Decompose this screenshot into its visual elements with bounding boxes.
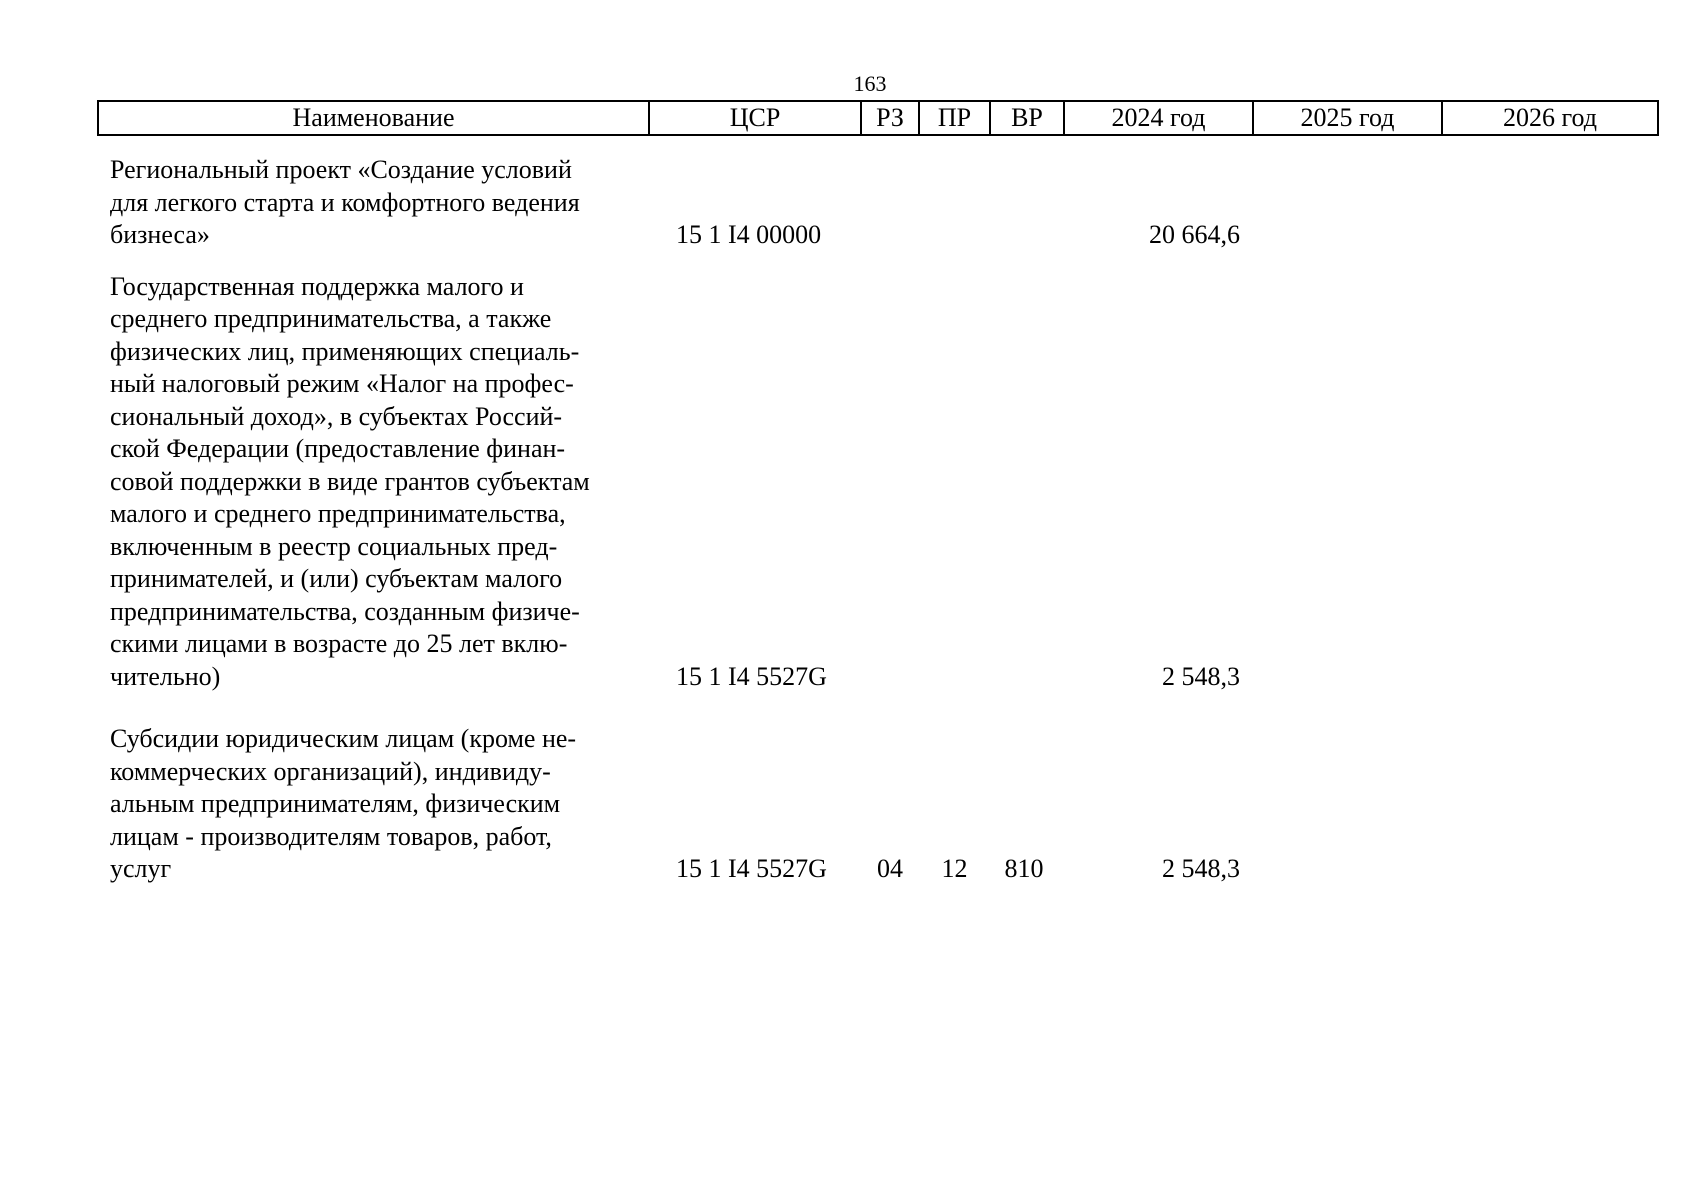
table-row xyxy=(98,252,1658,694)
table-row xyxy=(98,693,1658,886)
name-line: сиональный доход», в субъектах Россий- xyxy=(110,401,563,431)
budget-table xyxy=(97,100,1659,886)
row-name xyxy=(98,693,649,886)
row-name xyxy=(98,135,649,252)
name-line: Региональный проект «Создание условий xyxy=(110,155,572,184)
row-2026 xyxy=(1442,135,1658,252)
row-vr xyxy=(990,252,1064,694)
name-line: услуг xyxy=(110,854,172,883)
row-vr: 810 xyxy=(1004,854,1044,883)
header-vr: ВР xyxy=(990,101,1064,135)
name-line: ный налоговый режим «Налог на профес- xyxy=(110,369,574,398)
name-line: бизнеса» xyxy=(110,220,210,249)
row-pr xyxy=(919,135,990,252)
row-2025 xyxy=(1253,252,1442,694)
name-line: совой поддержки в виде грантов субъектам xyxy=(110,466,590,496)
name-line: коммерческих организаций), индивиду- xyxy=(110,756,551,786)
header-rz: РЗ xyxy=(861,101,919,135)
row-2025 xyxy=(1253,135,1442,252)
header-name: Наименование xyxy=(98,101,649,135)
name-line: для легкого старта и комфортного ведения xyxy=(110,187,580,217)
name-line: Государственная поддержка малого и xyxy=(110,271,524,301)
row-rz xyxy=(861,135,919,252)
header-2026: 2026 год xyxy=(1442,101,1658,135)
header-2024: 2024 год xyxy=(1064,101,1253,135)
row-csr: 15 1 I4 5527G xyxy=(676,661,827,691)
row-csr: 15 1 I4 5527G xyxy=(676,854,827,883)
header-2025: 2025 год xyxy=(1253,101,1442,135)
table-header xyxy=(98,101,1658,135)
name-line: физических лиц, применяющих специаль- xyxy=(110,336,580,366)
row-2026 xyxy=(1442,693,1658,886)
name-line: чительно) xyxy=(110,661,221,691)
name-line: принимателей, и (или) субъектам малого xyxy=(110,564,563,593)
table-row xyxy=(98,135,1658,252)
name-line: малого и среднего предпринимательства, xyxy=(110,499,566,528)
page-number: 163 xyxy=(853,71,887,96)
row-name xyxy=(98,252,649,694)
row-rz: 04 xyxy=(877,854,903,883)
name-line: Субсидии юридическим лицам (кроме не- xyxy=(110,724,577,753)
name-line: альным предпринимателям, физическим xyxy=(110,789,561,818)
name-line: лицам - производителям товаров, работ, xyxy=(110,821,552,851)
row-pr: 12 xyxy=(941,854,968,883)
table-body xyxy=(98,135,1658,886)
row-vr xyxy=(990,135,1064,252)
name-line: ской Федерации (предоставление финан- xyxy=(110,434,566,463)
name-line: скими лицами в возрасте до 25 лет вклю- xyxy=(110,629,568,658)
row-csr: 15 1 I4 00000 xyxy=(676,220,822,249)
row-2024: 20 664,6 xyxy=(1149,220,1240,249)
header-row xyxy=(98,101,1658,135)
row-2024: 2 548,3 xyxy=(1162,661,1240,691)
name-line: предпринимательства, созданным физиче- xyxy=(110,596,580,626)
row-rz xyxy=(861,252,919,694)
row-pr xyxy=(919,252,990,694)
name-line: среднего предпринимательства, а также xyxy=(110,304,552,333)
header-pr: ПР xyxy=(919,101,990,135)
name-line: включенным в реестр социальных пред- xyxy=(110,531,558,561)
header-csr: ЦСР xyxy=(649,101,861,135)
row-2025 xyxy=(1253,693,1442,886)
row-2024: 2 548,3 xyxy=(1162,854,1240,883)
row-2026 xyxy=(1442,252,1658,694)
